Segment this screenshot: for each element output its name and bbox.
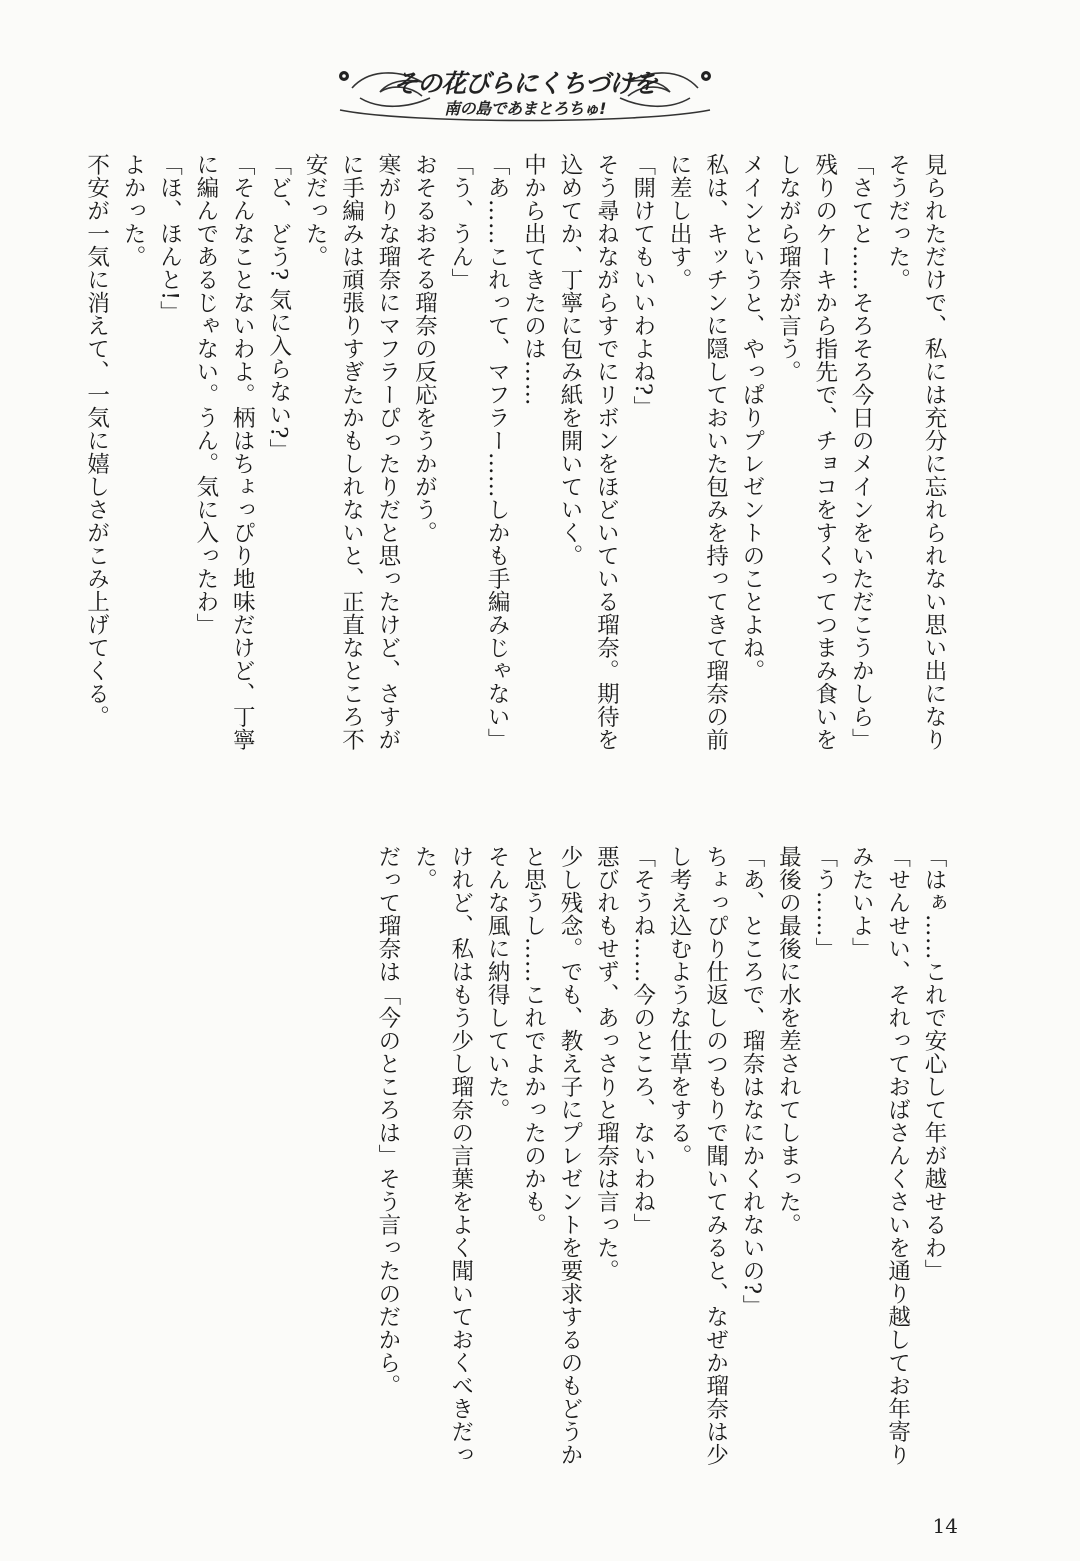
chapter-title: その花びらにくちづけを	[393, 69, 657, 98]
paragraph: 悪びれもせず、あっさりと瑠奈は言った。	[593, 845, 620, 1282]
paragraph: 「さてと……そろそろ今日のメインをいただこうかしら」	[848, 153, 875, 751]
upper-text-block	[83, 153, 952, 773]
paragraph: メインというと、やっぱりプレゼントのことよね。	[738, 153, 765, 682]
paragraph: 残りのケーキから指先で、チョコをすくってつまみ食いをしながら瑠奈が言う。	[775, 153, 838, 751]
paragraph: 「う、うん」	[447, 153, 474, 291]
chapter-header	[330, 58, 720, 128]
paragraph: だって瑠奈は「今のところは」そう言ったのだから。	[374, 845, 401, 1397]
paragraph: よかった。	[120, 153, 147, 268]
paragraph: 私は、キッチンに隠しておいた包みを持ってきて瑠奈の前に差し出す。	[666, 153, 729, 751]
paragraph: そう尋ねながらすでにリボンをほどいている瑠奈。期待を込めてか、丁寧に包み紙を開いていく。	[556, 153, 620, 751]
paragraph: 「せんせい、それっておばさんくさいを通り越してお年寄りみたいよ」	[848, 845, 911, 1466]
paragraph: 最後の最後に水を差されてしまった。	[775, 845, 802, 1236]
lower-text-block	[374, 845, 952, 1485]
paragraph: ちょっぴり仕返しのつもりで聞いてみると、なぜか瑠奈は少し考え込むような仕草をする。	[666, 845, 729, 1466]
paragraph: そんな風に納得していた。	[484, 845, 511, 1121]
paragraph: 「あ、ところで、瑠奈はなにかくれないの?」	[738, 845, 765, 1318]
paragraph: 「ほ、ほんと!」	[156, 153, 183, 324]
paragraph: 寒がりな瑠奈にマフラーぴったりだと思ったけど、さすがに手編みは頑張りすぎたかもしれないと、正直なところ不安だった。	[302, 153, 401, 751]
paragraph: 「開けてもいいわよね?」	[629, 153, 656, 419]
paragraph: けれど、私はもう少し瑠奈の言葉をよく聞いておくべきだった。	[411, 845, 474, 1466]
paragraph: 「はぁ……これで安心して年が越せるわ」	[921, 845, 947, 1282]
paragraph: 見られただけで、私には充分に忘れられない思い出になりそうだった。	[884, 153, 947, 751]
paragraph: 少し残念。でも、教え子にプレゼントを要求するのもどうかと思うし……これでよかったのかも。	[520, 845, 583, 1466]
paragraph: おそるおそる瑠奈の反応をうかがう。	[411, 153, 438, 544]
page-number: 14	[932, 1514, 958, 1538]
paragraph: 不安が一気に消えて、一気に嬉しさがこみ上げてくる。	[83, 153, 110, 728]
paragraph: 「ど、どう? 気に入らない?」	[265, 153, 292, 462]
paragraph: 「あ……これって、マフラー……しかも手編みじゃない」	[484, 153, 511, 751]
paragraph: 「う……」	[811, 845, 838, 960]
paragraph: 「そんなことないわよ。柄はちょっぴり地味だけど、丁寧に編んであるじゃない。うん。気に入ったわ」	[192, 153, 256, 751]
chapter-subtitle: 南の島であまとろちゅ!	[444, 99, 606, 118]
paragraph: 中から出てきたのは……	[520, 153, 547, 406]
paragraph: 「そうね……今のところ、ないわね」	[629, 845, 656, 1236]
